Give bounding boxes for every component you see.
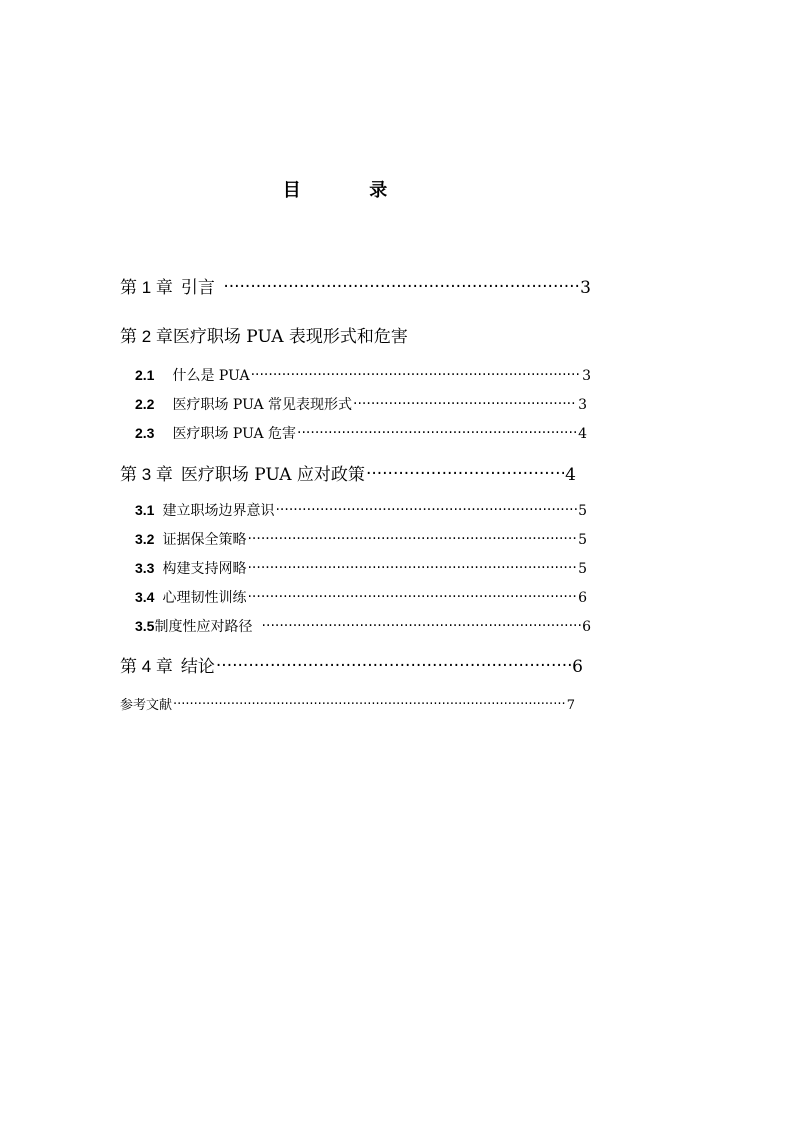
toc-entry-page: 3 [580, 278, 591, 298]
toc-entry-text: 证据保全策略 [162, 532, 247, 548]
toc-entry-section-2-1[interactable] [135, 365, 591, 385]
toc-entry-page: 6 [582, 619, 591, 635]
toc-entry-number: 第 3 章 [120, 465, 173, 484]
toc-entry-page: 6 [572, 657, 583, 677]
toc-entry-chapter-4[interactable] [120, 652, 583, 677]
toc-entry-text: 结论 [180, 657, 215, 677]
toc-entry-page: 4 [578, 426, 587, 442]
toc-entry-text: 什么是 PUA [172, 368, 250, 384]
toc-entry-page: 3 [578, 397, 587, 413]
toc-entry-section-3-1[interactable] [135, 500, 587, 520]
toc-entry-number: 2.3 [135, 425, 155, 441]
toc-leader-dots [216, 656, 571, 676]
toc-entry-section-2-3[interactable] [135, 423, 587, 443]
toc-entry-page: 6 [578, 590, 587, 606]
page-title-char-1: 目 [282, 180, 303, 201]
toc-entry-number: 3.5 [135, 618, 155, 634]
toc-entry-page: 3 [582, 368, 591, 384]
toc-leader-dots [353, 396, 577, 412]
toc-leader-dots [297, 425, 577, 441]
toc-entry-page: 7 [566, 698, 575, 713]
toc-entry-text: 心理韧性训练 [162, 590, 247, 606]
toc-entry-text: 医疗职场 PUA 表现形式和危害 [172, 327, 408, 347]
toc-entry-number: 3.2 [135, 531, 155, 547]
toc-leader-dots [247, 589, 577, 605]
toc-entry-text: 建立职场边界意识 [162, 503, 275, 519]
toc-entry-page: 4 [565, 465, 576, 485]
toc-entry-number: 第 2 章 [120, 327, 173, 346]
toc-leader-dots [275, 502, 577, 518]
page-title [0, 176, 672, 202]
toc-entry-references[interactable] [120, 694, 575, 713]
toc-entry-section-3-3[interactable] [135, 558, 587, 578]
toc-entry-number: 3.4 [135, 589, 155, 605]
toc-entry-chapter-1[interactable] [120, 273, 591, 298]
toc-entry-text: 参考文献 [120, 698, 173, 713]
toc-entry-chapter-2[interactable] [120, 322, 408, 347]
toc-entry-section-3-4[interactable] [135, 587, 587, 607]
toc-entry-page: 5 [578, 532, 587, 548]
toc-entry-section-3-2[interactable] [135, 529, 587, 549]
toc-leader-dots [247, 560, 577, 576]
toc-entry-section-3-5[interactable] [135, 616, 591, 636]
toc-entry-section-2-2[interactable] [135, 394, 587, 414]
toc-leader-dots [173, 697, 566, 712]
toc-entry-number: 2.2 [135, 396, 155, 412]
toc-entry-number: 3.3 [135, 560, 155, 576]
toc-entry-text: 构建支持网略 [162, 561, 247, 577]
toc-leader-dots [223, 277, 579, 297]
toc-leader-dots [366, 464, 564, 484]
toc-entry-text: 医疗职场 PUA 危害 [172, 426, 297, 442]
toc-entry-page: 5 [578, 503, 587, 519]
toc-entry-text: 引言 [180, 278, 215, 298]
toc-entry-page: 5 [578, 561, 587, 577]
toc-entry-number: 2.1 [135, 367, 155, 383]
toc-entry-number: 第 1 章 [120, 278, 173, 297]
toc-entry-chapter-3[interactable] [120, 460, 576, 485]
toc-leader-dots [247, 531, 577, 547]
toc-leader-dots [251, 367, 582, 383]
toc-entry-text: 制度性应对路径 [154, 619, 253, 635]
toc-entry-number: 第 4 章 [120, 657, 173, 676]
toc-entry-number: 3.1 [135, 502, 155, 518]
toc-leader-dots [262, 618, 582, 634]
page-title-char-2: 录 [369, 180, 390, 201]
toc-entry-text: 医疗职场 PUA 常见表现形式 [172, 397, 353, 413]
toc-entry-text: 医疗职场 PUA 应对政策 [180, 465, 365, 485]
